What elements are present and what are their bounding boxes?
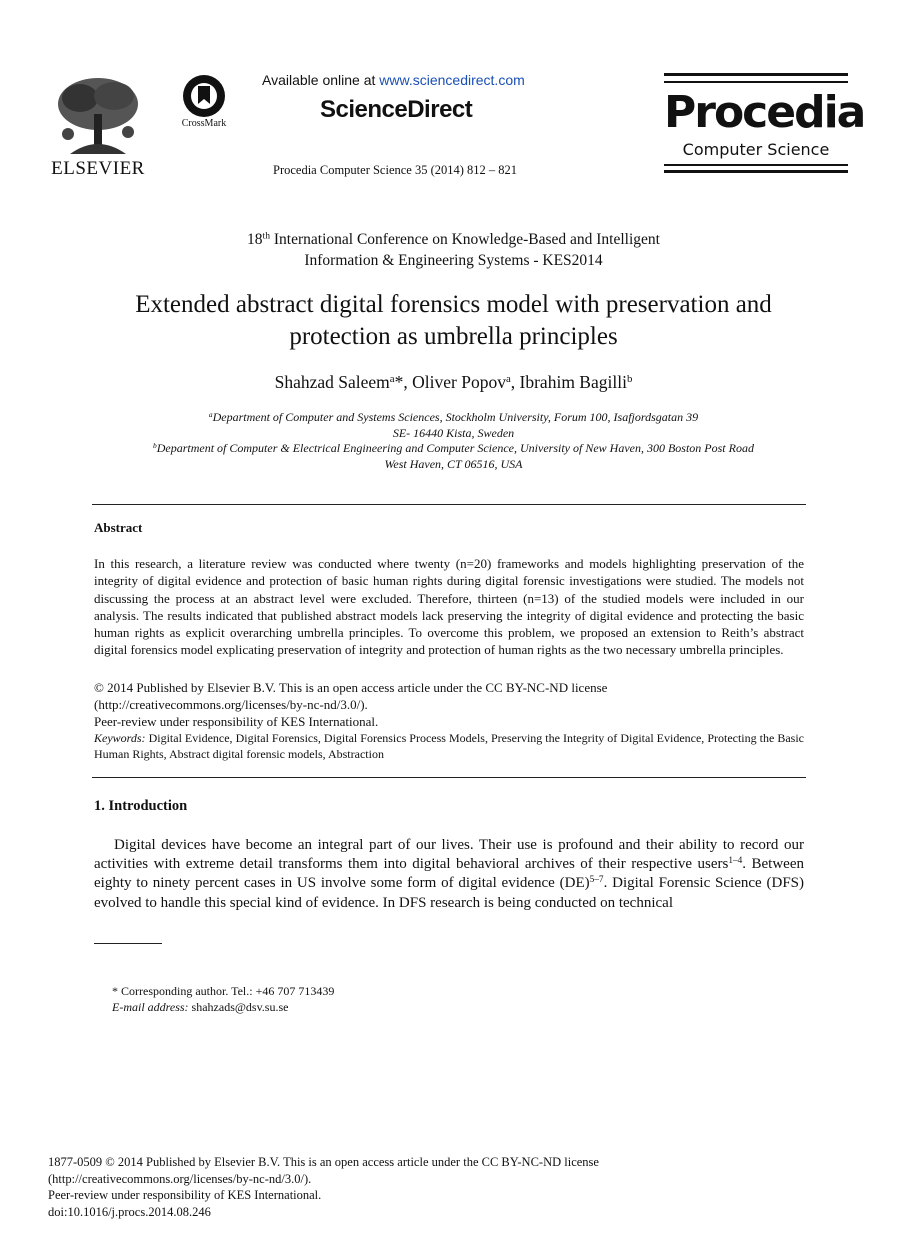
conference-name-part: International Conference on Knowledge-Based and Intelligent <box>270 231 660 248</box>
introduction-paragraph <box>94 836 804 913</box>
paper-title-line-2: protection as umbrella principles <box>289 323 618 350</box>
footer-peer-review: Peer-review under responsibility of KES International. <box>48 1188 322 1202</box>
conference-ordinal: 18 <box>247 231 263 248</box>
paper-title-line-1: Extended abstract digital forensics model with preservation and <box>135 291 772 318</box>
footer-doi[interactable]: doi:10.1016/j.procs.2014.08.246 <box>48 1205 211 1219</box>
author-affiliation-mark: a <box>505 373 511 386</box>
intro-text: . Between eighty to ninety percent cases in US involve some form of digital evidence (DE) <box>94 856 804 892</box>
procedia-wordmark: Procedia <box>664 87 865 138</box>
abstract-license-link[interactable]: (http://creativecommons.org/licenses/by-nc-nd/3.0/). <box>94 697 368 712</box>
abstract-peer-review: Peer-review under responsibility of KES International. <box>94 714 379 729</box>
author-affiliation-mark: a <box>389 373 395 386</box>
elsevier-wordmark: ELSEVIER <box>51 158 145 179</box>
author-separator: , <box>510 372 520 392</box>
conference-line-2: Information & Engineering Systems - KES2014 <box>304 252 603 269</box>
footer-license-link[interactable]: (http://creativecommons.org/licenses/by-nc-nd/3.0/). <box>48 1172 312 1186</box>
author-list <box>0 372 907 393</box>
available-prefix: Available online at <box>262 72 380 88</box>
abstract-heading: Abstract <box>94 520 143 535</box>
abstract-top-rule <box>92 504 806 505</box>
intro-text: . Digital Forensic Science (DFS) evolved to handle this special kind of evidence. In DFS research is being conducted on technical <box>94 875 804 911</box>
affiliation-b <box>0 441 907 456</box>
citation-ref[interactable]: 5–7 <box>589 875 604 886</box>
crossmark-label: CrossMark <box>181 118 227 129</box>
affiliation-b-address: West Haven, CT 06516, USA <box>384 457 523 471</box>
footnote-rule <box>94 943 162 944</box>
citation-ref[interactable]: 1–4 <box>728 856 743 867</box>
affiliation-a-address: SE- 16440 Kista, Sweden <box>392 426 515 440</box>
email-note <box>112 1000 288 1015</box>
affiliation-text: Department of Computer & Electrical Engineering and Computer Science, University of New Haven, 300 Boston Post Road <box>156 441 754 455</box>
section-heading-introduction: 1. Introduction <box>94 798 188 814</box>
author-name: Oliver Popov <box>412 372 506 392</box>
keywords-list: Digital Evidence, Digital Forensics, Digital Forensics Process Models, Preserving the Integrity of Digital Evidence, Protecting the Basic Human Rights, Abstract digital forensic models, Abstraction <box>94 731 804 761</box>
affiliation-mark: a <box>208 409 213 419</box>
intro-text: Digital devices have become an integral part of our lives. Their use is profound and their ability to record our activities with extreme detail transforms them into digital behavioral archives of their respective users <box>94 837 804 873</box>
abstract-body: In this research, a literature review was conducted where twenty (n=20) frameworks and models highlighting preservation of the integrity of digital evidence and protection of basic human rights during digital forensic investigations were studied. The models not discussing the process at an abstract level were excluded. Therefore, thirteen (n=13) of the studied models were included in our analysis. The results indicated that published abstract models lack preserving the integrity of digital evidence and protecting the basic human rights as explicit overarching umbrella principles. To overcome this problem, we proposed an extension to Reith’s abstract digital forensics model explicating preservation of integrity and protection of human rights as the two necessary umbrella principles. <box>94 556 804 658</box>
author-separator: *, <box>394 372 413 392</box>
affiliation-a <box>0 410 907 425</box>
author-name: Ibrahim Bagilli <box>519 372 627 392</box>
affiliation-mark: b <box>153 440 157 450</box>
sciencedirect-link[interactable]: www.sciencedirect.com <box>379 72 525 88</box>
sciencedirect-brand: ScienceDirect <box>320 96 473 123</box>
journal-reference: Procedia Computer Science 35 (2014) 812 – 821 <box>273 163 518 177</box>
affiliation-text: Department of Computer and Systems Sciences, Stockholm University, Forum 100, Isafjordsgatan 39 <box>212 410 699 424</box>
author-name: Shahzad Saleem <box>274 372 390 392</box>
procedia-subtitle: Computer Science <box>682 140 830 159</box>
conference-ordinal-suffix: th <box>262 230 270 242</box>
abstract-bottom-rule <box>92 777 806 778</box>
email-address[interactable]: shahzads@dsv.su.se <box>188 1000 289 1014</box>
keywords-label: Keywords: <box>94 731 146 745</box>
abstract-copyright: © 2014 Published by Elsevier B.V. This is an open access article under the CC BY-NC-ND license <box>94 680 608 695</box>
available-online-line <box>262 72 582 88</box>
corresponding-author-note: * Corresponding author. Tel.: +46 707 713439 <box>112 984 335 998</box>
author-affiliation-mark: b <box>626 373 633 386</box>
conference-line-1 <box>0 231 907 249</box>
email-label: E-mail address: <box>112 1000 189 1014</box>
keywords <box>94 730 804 762</box>
footer-issn-copyright: 1877-0509 © 2014 Published by Elsevier B.V. This is an open access article under the CC BY-NC-ND license <box>48 1155 599 1169</box>
